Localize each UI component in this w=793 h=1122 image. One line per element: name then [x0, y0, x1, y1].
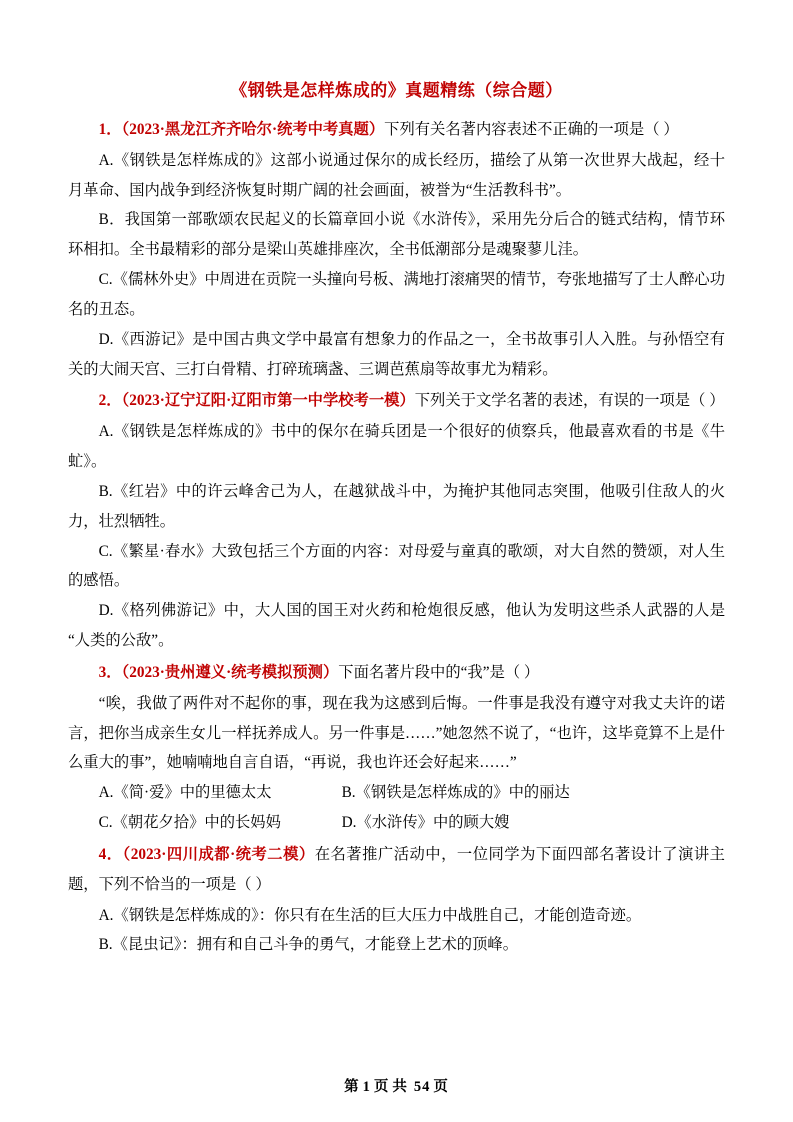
footer-prefix: 第: [344, 1079, 360, 1095]
question-2-option-c: C.《繁星·春水》大致包括三个方面的内容：对母爱与童真的歌颂，对大自然的赞颂，对人生的感悟。: [68, 542, 725, 590]
question-block-4: [68, 840, 725, 960]
question-3-options-row-2: [68, 808, 725, 838]
question-2-source: （2023·辽宁辽阳·辽阳市第一中学校考一模）: [121, 392, 415, 410]
question-3-option-c: C.《朝花夕拾》中的长妈妈: [98, 814, 281, 832]
question-2-stem: [68, 386, 725, 416]
question-4-number: 4．: [98, 845, 123, 863]
question-1-option-d: D.《西游记》是中国古典文学中最富有想象力的作品之一，全书故事引人入胜。与孙悟空有关的大闹天宫、三打白骨精、打碎琉璃盏、三调芭蕉扇等故事尤为精彩。: [68, 330, 725, 378]
question-1-stem-text: 下列有关名著内容表述不正确的一项是（ ）: [384, 121, 679, 138]
question-2-number: 2．: [98, 392, 122, 410]
question-3-option-b: B.《钢铁是怎样炼成的》中的丽达: [341, 784, 570, 802]
question-block-3: [68, 658, 725, 838]
question-block-2: [68, 386, 725, 655]
question-3-source: （2023·贵州遵义·统考模拟预测）: [121, 663, 339, 681]
question-4-stem-text: 在名著推广活动中，一位同学为下面四部名著设计了演讲主题，下列不恰当的一项是（ ）: [68, 845, 725, 893]
question-2-option-b: B.《红岩》中的许云峰舍己为人，在越狱战斗中，为掩护其他同志突围，他吸引住敌人的火力，壮烈牺牲。: [68, 482, 725, 530]
footer-current-page: 1: [362, 1079, 371, 1095]
question-1-option-a: A.《钢铁是怎样炼成的》这部小说通过保尔的成长经历，描绘了从第一次世界大战起，经十月革命、国内战争到经济恢复时期广阔的社会画面，被誉为“生活教科书”。: [68, 151, 725, 199]
question-3-options-row-1: [68, 778, 725, 808]
question-3-option-a: A.《简·爱》中的里德太太: [98, 784, 272, 802]
page-footer: [0, 1075, 793, 1096]
question-3-quote: “唉，我做了两件对不起你的事，现在我为这感到后悔。一件事是我没有遵守对我丈夫许的诺言，把你当成亲生女儿一样抚养成人。另一件事是……”她忽然不说了，“也许，这毕竟算不上是什么重大的事”，她喃喃地自言自语，“再说，我也许还会好起来……”: [68, 694, 725, 772]
footer-suffix: 页: [433, 1079, 449, 1095]
footer-middle: 页: [373, 1079, 390, 1095]
question-4-stem: [68, 840, 725, 900]
question-block-1: [68, 115, 725, 384]
question-1-source: （2023·黑龙江齐齐哈尔·统考中考真题）: [121, 121, 385, 138]
question-1-number: 1．: [98, 121, 122, 138]
question-3-number: 3．: [98, 663, 122, 681]
footer-total-pages: 54: [413, 1079, 431, 1095]
question-2-option-d: D.《格列佛游记》中，大人国的国王对火药和枪炮很反感，他认为发明这些杀人武器的人是“人类的公敌”。: [68, 602, 725, 650]
page-title: 《钢铁是怎样炼成的》真题精练（综合题）: [230, 81, 563, 100]
question-2-option-a: A.《钢铁是怎样炼成的》书中的保尔在骑兵团是一个很好的侦察兵，他最喜欢看的书是《牛虻》。: [68, 423, 725, 471]
question-4-option-a: A.《钢铁是怎样炼成的》：你只有在生活的巨大压力中战胜自己，才能创造奇迹。: [98, 906, 642, 924]
question-1-option-c: C.《儒林外史》中周进在贡院一头撞向号板、满地打滚痛哭的情节，夸张地描写了士人醉心功名的丑态。: [68, 271, 725, 318]
question-3-stem-text: 下面名著片段中的“我”是（ ）: [338, 663, 540, 681]
question-3-option-d: D.《水浒传》中的顾大嫂: [341, 814, 510, 832]
question-1-stem: [68, 115, 725, 145]
question-1-option-b: B．我国第一部歌颂农民起义的长篇章回小说《水浒传》，采用先分后合的链式结构，情节环环相扣。全书最精彩的部分是梁山英雄排座次，全书低潮部分是魂聚蓼儿洼。: [68, 211, 725, 259]
question-3-stem: [68, 658, 725, 688]
question-2-stem-text: 下列关于文学名著的表述，有误的一项是（ ）: [414, 392, 725, 410]
question-4-source: （2023·四川成都·统考二模）: [122, 845, 315, 863]
question-4-option-b: B.《昆虫记》：拥有和自己斗争的勇气，才能登上艺术的顶峰。: [98, 936, 518, 954]
footer-total-label: 共: [392, 1079, 408, 1095]
